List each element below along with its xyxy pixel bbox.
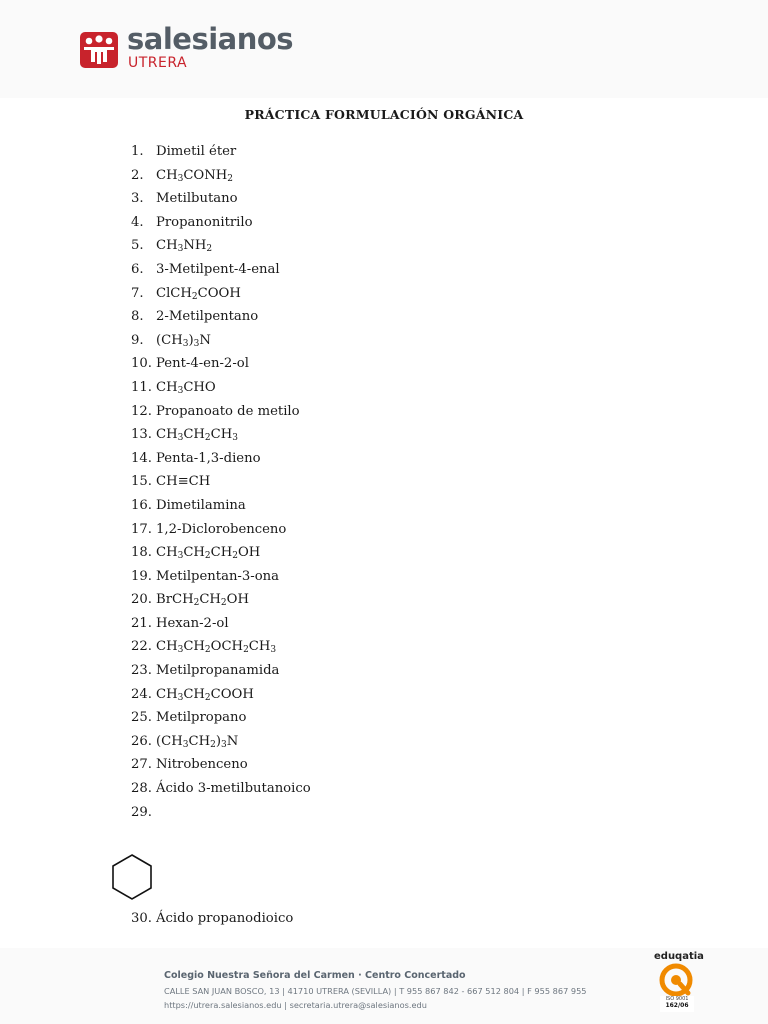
text-segment: Penta-1,3-dieno [156, 450, 261, 466]
text-segment: CH [156, 238, 178, 254]
list-item-text [156, 144, 236, 159]
list-item [131, 614, 311, 638]
subscript: 3 [270, 645, 277, 656]
list-item [131, 354, 311, 378]
list-item-number: 6. [131, 261, 144, 277]
list-item-text [156, 238, 212, 253]
benzene-ring-icon [108, 853, 156, 901]
list-item [131, 708, 311, 732]
list-item-text [156, 451, 261, 466]
text-segment: Propanonitrilo [156, 214, 253, 230]
subscript: 2 [210, 739, 216, 750]
text-segment: Dimetil éter [156, 144, 237, 159]
list-item-text [156, 333, 211, 348]
text-segment: CH [183, 639, 205, 655]
list-item [131, 779, 311, 803]
subscript: 2 [227, 173, 234, 184]
list-item [131, 755, 311, 779]
text-segment: ) [188, 332, 194, 348]
list-item-text [156, 569, 279, 584]
list-item-text [156, 639, 276, 654]
text-segment: ClCH [156, 285, 192, 301]
list-item-number: 3. [131, 191, 144, 207]
text-segment: COOH [210, 686, 254, 702]
text-segment: CH [183, 545, 205, 561]
text-segment: N [199, 332, 211, 348]
text-segment: Nitrobenceno [156, 757, 248, 773]
list-item-number: 22. [131, 639, 152, 655]
text-segment: NH [183, 238, 207, 254]
footer-address: CALLE SAN JUAN BOSCO, 13 | 41710 UTRERA (SEVILLA) | T 955 867 842 - 667 512 804 | F 955 867 955 [164, 986, 587, 996]
text-segment: CH [156, 639, 178, 655]
list-item-number: 24. [131, 686, 152, 702]
list-item-text [156, 309, 258, 324]
text-segment: Metilpropanamida [156, 663, 280, 679]
list-item [131, 543, 311, 567]
text-segment: OH [226, 592, 249, 608]
eduqatia-label: eduqatia [654, 951, 704, 962]
list-item [131, 189, 311, 213]
list-item [131, 142, 311, 166]
list-item-number: 15. [131, 474, 152, 490]
text-segment: CH [156, 427, 178, 443]
list-item-number: 26. [131, 733, 152, 749]
list-item-text [156, 286, 241, 301]
iso-standard: ISO 9001 [665, 996, 689, 1002]
text-segment: N [226, 733, 239, 749]
page-title: PRÁCTICA FORMULACIÓN ORGÁNICA [244, 107, 524, 122]
text-segment: CH [188, 733, 211, 749]
subscript: 3 [177, 173, 184, 184]
list-item [131, 166, 311, 190]
list-item [131, 590, 311, 614]
list-item-text [156, 616, 229, 631]
list-item-number: 8. [131, 309, 144, 325]
text-segment: OCH [210, 639, 244, 655]
list-item-text [156, 687, 254, 702]
list-item [131, 567, 311, 591]
list-item-number: 27. [131, 757, 152, 773]
list-item-text [156, 474, 210, 489]
list-item-number: 20. [131, 592, 152, 608]
list-item-text [156, 168, 233, 183]
iso-certification-badge [660, 996, 694, 1012]
iso-number: 162/06 [665, 1002, 689, 1009]
list-item-number: 13. [131, 427, 152, 443]
text-segment: CH [156, 545, 178, 561]
text-segment: CH [210, 545, 233, 561]
text-segment: 1,2-Diclorobenceno [156, 521, 287, 537]
list-item [131, 307, 311, 331]
text-segment: Dimetilamina [156, 497, 246, 513]
header [0, 0, 768, 98]
subscript: 2 [204, 433, 211, 444]
list-item-number: 16. [131, 497, 152, 513]
brand-name: salesianos [127, 22, 294, 56]
list-item-number: 18. [131, 545, 152, 561]
subscript: 2 [191, 291, 198, 302]
subscript: 2 [220, 598, 227, 609]
subscript: 2 [232, 551, 238, 562]
list-item-number: 25. [131, 710, 152, 726]
subscript: 2 [193, 598, 200, 609]
list-item-number: 4. [131, 214, 144, 230]
list-item-number: 10. [131, 356, 152, 372]
list-item-text: Ácido propanodioico [156, 911, 294, 926]
list-item [131, 496, 311, 520]
text-segment: (CH [156, 733, 183, 749]
text-segment: 2-Metilpentano [156, 309, 259, 325]
list-item [131, 685, 311, 709]
list-item-number: 21. [131, 615, 152, 631]
list-item [131, 803, 311, 827]
subscript: 2 [204, 551, 211, 562]
list-item [131, 378, 311, 402]
text-segment: Metilbutano [156, 191, 238, 207]
text-segment: Metilpropano [156, 710, 247, 726]
list-item [131, 520, 311, 544]
text-segment: OH [237, 545, 261, 561]
subscript: 2 [204, 692, 211, 703]
subscript: 3 [177, 692, 184, 703]
subscript: 3 [182, 338, 189, 349]
list-item [131, 472, 311, 496]
text-segment: Pent-4-en-2-ol [156, 356, 249, 372]
list-item-number: 28. [131, 781, 152, 797]
list-item-text [156, 710, 246, 725]
list-item-text [156, 356, 249, 371]
list-item-text [156, 781, 311, 796]
text-segment: CH [156, 167, 178, 183]
list-item [131, 213, 311, 237]
list-item-number: 23. [131, 663, 152, 679]
list-item-text [156, 380, 216, 395]
list-item-text [156, 663, 279, 678]
list-item-number: 14. [131, 450, 152, 466]
list-item [131, 449, 311, 473]
list-item-number: 19. [131, 568, 152, 584]
list-item-text [156, 522, 286, 537]
list-item-number: 2. [131, 167, 144, 183]
text-segment: Ácido 3-metilbutanoico [156, 781, 311, 797]
text-segment: CH [183, 686, 205, 702]
list-item-text [156, 215, 253, 230]
list-item [131, 331, 311, 355]
text-segment: CH [210, 427, 233, 443]
list-item-30 [131, 909, 293, 929]
list-item-text [156, 498, 246, 513]
list-item-number: 12. [131, 403, 152, 419]
list-item-text [156, 191, 238, 206]
list-item-number: 30. [131, 911, 152, 926]
subscript: 3 [182, 739, 189, 750]
list-item [131, 732, 311, 756]
subscript: 3 [177, 645, 184, 656]
list-item [131, 260, 311, 284]
list-item-number: 7. [131, 285, 144, 301]
exercise-list [131, 142, 311, 826]
list-item-number: 1. [131, 144, 144, 159]
subscript: 3 [232, 433, 238, 444]
text-segment: CH [199, 592, 221, 608]
footer-school: Colegio Nuestra Señora del Carmen · Centro Concertado [164, 970, 466, 981]
list-item [131, 236, 311, 260]
subscript: 2 [206, 244, 213, 255]
list-item-number: 5. [131, 238, 144, 254]
text-segment: (CH [156, 332, 183, 348]
text-segment: COOH [197, 285, 241, 301]
brand-location: UTRERA [128, 55, 188, 71]
text-segment: CHO [183, 379, 216, 395]
list-item [131, 402, 311, 426]
list-item-number: 17. [131, 521, 152, 537]
subscript: 3 [220, 739, 227, 750]
subscript: 3 [177, 433, 184, 444]
subscript: 3 [177, 244, 184, 255]
list-item [131, 661, 311, 685]
list-item-text [156, 545, 260, 560]
text-segment: CH [183, 427, 205, 443]
text-segment: ) [215, 733, 221, 749]
list-item-text [156, 757, 248, 772]
list-item [131, 425, 311, 449]
list-item-number: 29. [131, 804, 152, 820]
text-segment: CH [248, 639, 271, 655]
text-segment: CH [156, 379, 178, 395]
list-item-number: 9. [131, 332, 144, 348]
subscript: 3 [177, 551, 184, 562]
subscript: 2 [204, 645, 211, 656]
list-item [131, 637, 311, 661]
text-segment: Hexan-2-ol [156, 615, 229, 631]
list-item-text [156, 734, 238, 749]
list-item-number: 11. [131, 379, 152, 395]
text-segment: 3-Metilpent-4-enal [156, 261, 280, 277]
list-item [131, 284, 311, 308]
list-item-text [156, 427, 238, 442]
text-segment: BrCH [156, 592, 194, 608]
list-item-text [156, 262, 280, 277]
subscript: 3 [177, 385, 184, 396]
footer-contact: https://utrera.salesianos.edu | secretaria.utrera@salesianos.edu [164, 1000, 427, 1010]
subscript: 3 [193, 338, 200, 349]
subscript: 2 [243, 645, 249, 656]
text-segment: CH [156, 686, 178, 702]
text-segment: CH≡CH [156, 474, 211, 490]
text-segment: Metilpentan-3-ona [156, 568, 280, 584]
list-item-text [156, 404, 300, 419]
list-item-text [156, 592, 249, 607]
text-segment: CONH [183, 167, 228, 183]
text-segment: Propanoato de metilo [156, 403, 300, 419]
salesianos-logo-icon [80, 32, 118, 68]
